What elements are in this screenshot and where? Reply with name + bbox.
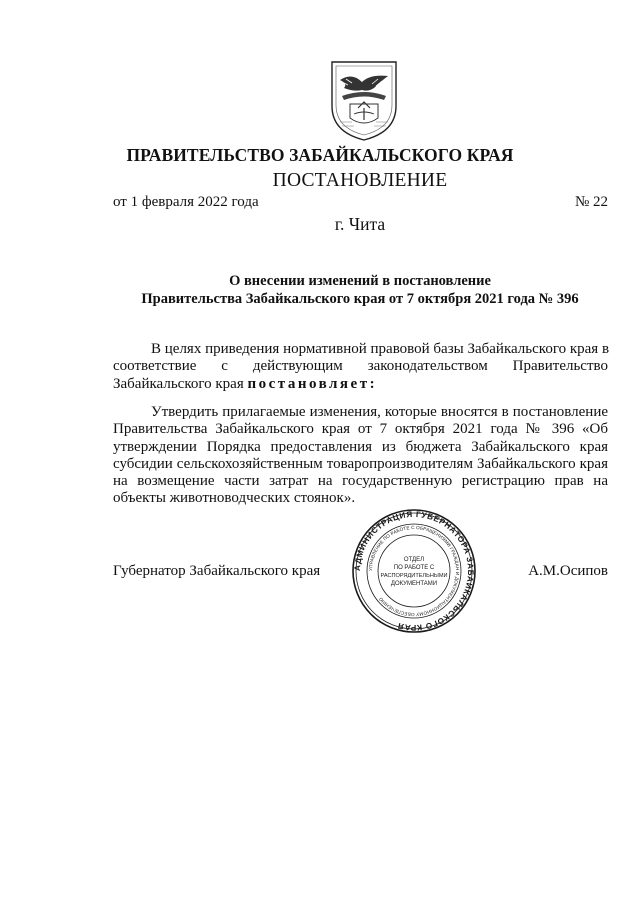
- paragraph-line: В целях приведения нормативной правовой базы Забайкальского края в: [151, 341, 610, 357]
- stamp-outer-text: АДМИНИСТРАЦИЯ ГУБЕРНАТОРА ЗАБАЙКАЛЬСКОГО КРАЯ: [352, 509, 476, 633]
- subject-line: Правительства Забайкальского края от 7 октября 2021 года № 396: [141, 291, 579, 307]
- document-date: от 1 февраля 2022 года: [113, 194, 259, 210]
- stamp-inner-text: УПРАВЛЕНИЕ ПО РАБОТЕ С ОБРАЩЕНИЯМИ ГРАЖДАН И ДОКУМЕНТАЦИОННОМУ ОБЕСПЕЧЕНИЮ: [367, 524, 461, 618]
- paragraph-line: соответствие с действующим законодательством Правительство: [113, 358, 608, 375]
- paragraph-line: на возмещение части затрат на государственную регистрацию прав на: [113, 473, 608, 490]
- paragraph-line: Правительства Забайкальского края от 7 октября 2021 года № 396 «Об: [113, 421, 608, 438]
- paragraph-line: объекты животноводческих стоянок».: [113, 490, 356, 507]
- coat-of-arms-icon: [328, 58, 400, 142]
- signatory-name: А.М.Осипов: [528, 563, 608, 579]
- paragraph-line: [113, 376, 608, 393]
- document-subject: [0, 272, 640, 308]
- stamp-center-line: ПО РАБОТЕ С: [393, 565, 435, 571]
- preamble-paragraph: [113, 341, 608, 393]
- stamp-center-line: ДОКУМЕНТАМИ: [390, 581, 438, 587]
- paragraph-line-text: Забайкальского края: [113, 375, 248, 392]
- stamp-center-line: РАСПОРЯДИТЕЛЬНЫМИ: [380, 573, 448, 579]
- document-type: ПОСТАНОВЛЕНИЕ: [272, 170, 448, 191]
- paragraph-line: утверждении Порядка предоставления из бюджета Забайкальского края: [113, 438, 608, 455]
- official-stamp: [351, 508, 477, 634]
- signatory-position: Губернатор Забайкальского края: [113, 563, 321, 579]
- stamp-center-line: ОТДЕЛ: [403, 557, 425, 563]
- document-number: № 22: [574, 194, 608, 210]
- paragraph-line: Утвердить прилагаемые изменения, которые вносятся в постановление: [151, 404, 608, 420]
- government-title: ПРАВИТЕЛЬСТВО ЗАБАЙКАЛЬСКОГО КРАЯ: [126, 145, 514, 165]
- resolution-paragraph: [113, 404, 608, 508]
- subject-line: О внесении изменений в постановление: [229, 273, 491, 289]
- paragraph-line: субсидии сельскохозяйственным товаропроизводителям Забайкальского края: [113, 455, 608, 472]
- resolves-emphasis: постановляет:: [247, 375, 378, 392]
- document-city: г. Чита: [334, 214, 386, 234]
